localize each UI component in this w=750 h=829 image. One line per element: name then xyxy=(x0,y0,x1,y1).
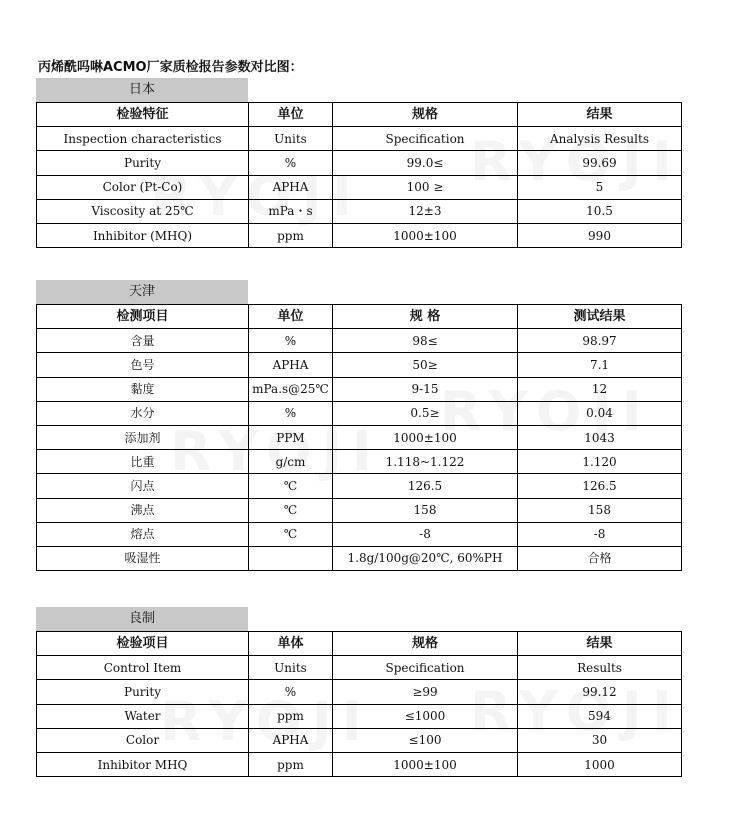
table-cell: 1000±100 xyxy=(333,425,518,449)
table-cell: ≤100 xyxy=(333,728,518,752)
table-header-row xyxy=(37,632,682,656)
table-row xyxy=(37,425,682,449)
table-cell: 0.5≥ xyxy=(333,401,518,425)
header-cell: 检验项目 xyxy=(37,632,249,656)
table-cell: -8 xyxy=(518,522,682,546)
table-cell: 1000±100 xyxy=(333,752,518,776)
table-row xyxy=(37,656,682,680)
table-cell: ℃ xyxy=(249,474,333,498)
table-cell: 126.5 xyxy=(518,474,682,498)
table-cell: 99.69 xyxy=(518,151,682,175)
table-cell: 50≥ xyxy=(333,353,518,377)
table-cell: ≤1000 xyxy=(333,704,518,728)
table-row xyxy=(37,329,682,353)
table-cell: Purity xyxy=(37,680,249,704)
table-cell: 30 xyxy=(518,728,682,752)
table-cell: 水分 xyxy=(37,401,249,425)
header-cell: 测试结果 xyxy=(518,305,682,329)
section-tag: 日本 xyxy=(36,78,248,102)
table-cell: 158 xyxy=(518,498,682,522)
section-tag: 天津 xyxy=(36,280,248,304)
table-cell: 1000 xyxy=(518,752,682,776)
table-cell: Color xyxy=(37,728,249,752)
table-cell: 98.97 xyxy=(518,329,682,353)
table-cell: g/cm xyxy=(249,450,333,474)
table-cell: 594 xyxy=(518,704,682,728)
table-cell: 1.118~1.122 xyxy=(333,450,518,474)
header-cell: 检验特征 xyxy=(37,103,249,127)
table-row xyxy=(37,401,682,425)
table-cell: 含量 xyxy=(37,329,249,353)
table-cell: 1.120 xyxy=(518,450,682,474)
section-tag: 良制 xyxy=(36,607,248,631)
table-cell: 12±3 xyxy=(333,199,518,223)
table-cell: Purity xyxy=(37,151,249,175)
header-cell: 单位 xyxy=(249,305,333,329)
table-row xyxy=(37,752,682,776)
table-cell: 98≤ xyxy=(333,329,518,353)
header-cell: 结果 xyxy=(518,103,682,127)
table-cell: 5 xyxy=(518,175,682,199)
table-cell: Specification xyxy=(333,656,518,680)
table-row xyxy=(37,728,682,752)
table-cell: 1000±100 xyxy=(333,223,518,247)
section-japan xyxy=(36,78,681,248)
table-cell: ℃ xyxy=(249,498,333,522)
header-cell: 规格 xyxy=(333,632,518,656)
table-cell: Units xyxy=(249,127,333,151)
table-cell: APHA xyxy=(249,728,333,752)
table-row xyxy=(37,353,682,377)
table-cell: 熔点 xyxy=(37,522,249,546)
table-cell: Control Item xyxy=(37,656,249,680)
table-cell: PPM xyxy=(249,425,333,449)
table-header-row xyxy=(37,305,682,329)
table-cell: 沸点 xyxy=(37,498,249,522)
table-cell: 0.04 xyxy=(518,401,682,425)
table-cell: 10.5 xyxy=(518,199,682,223)
header-cell: 单体 xyxy=(249,632,333,656)
table-cell: 158 xyxy=(333,498,518,522)
table-cell: % xyxy=(249,329,333,353)
section-liangzhi xyxy=(36,607,681,777)
table-row xyxy=(37,680,682,704)
table-cell: 添加剂 xyxy=(37,425,249,449)
table-header-row xyxy=(37,103,682,127)
spec-table-tianjin xyxy=(36,304,682,571)
table-cell: 合格 xyxy=(518,546,682,570)
table-cell: 100 ≥ xyxy=(333,175,518,199)
table-cell: mPa.s@25℃ xyxy=(249,377,333,401)
table-cell xyxy=(249,546,333,570)
table-cell: % xyxy=(249,151,333,175)
table-cell: 吸湿性 xyxy=(37,546,249,570)
table-row xyxy=(37,522,682,546)
section-tianjin xyxy=(36,280,681,571)
spec-table-liangzhi xyxy=(36,631,682,777)
table-cell: 9-15 xyxy=(333,377,518,401)
table-cell: Results xyxy=(518,656,682,680)
table-cell: Specification xyxy=(333,127,518,151)
table-cell: 1043 xyxy=(518,425,682,449)
table-row xyxy=(37,151,682,175)
table-cell: Inhibitor MHQ xyxy=(37,752,249,776)
table-row xyxy=(37,223,682,247)
table-cell: % xyxy=(249,401,333,425)
table-row xyxy=(37,450,682,474)
table-cell: -8 xyxy=(333,522,518,546)
table-cell: 比重 xyxy=(37,450,249,474)
page-title: 丙烯酰吗啉ACMO厂家质检报告参数对比图： xyxy=(38,60,303,75)
header-cell: 检测项目 xyxy=(37,305,249,329)
table-cell: Units xyxy=(249,656,333,680)
table-row xyxy=(37,377,682,401)
table-cell: APHA xyxy=(249,353,333,377)
table-cell: ≥99 xyxy=(333,680,518,704)
table-cell: Color (Pt-Co) xyxy=(37,175,249,199)
table-row xyxy=(37,127,682,151)
header-cell: 规 格 xyxy=(333,305,518,329)
table-cell: APHA xyxy=(249,175,333,199)
spec-table-japan xyxy=(36,102,682,248)
table-row xyxy=(37,175,682,199)
table-cell: Water xyxy=(37,704,249,728)
table-row xyxy=(37,704,682,728)
table-cell: 黏度 xyxy=(37,377,249,401)
header-cell: 规格 xyxy=(333,103,518,127)
table-cell: 99.0≤ xyxy=(333,151,518,175)
table-cell: ppm xyxy=(249,752,333,776)
table-row xyxy=(37,546,682,570)
table-cell: Inhibitor (MHQ) xyxy=(37,223,249,247)
table-row xyxy=(37,199,682,223)
table-cell: 99.12 xyxy=(518,680,682,704)
table-cell: ppm xyxy=(249,704,333,728)
header-cell: 结果 xyxy=(518,632,682,656)
table-cell: 7.1 xyxy=(518,353,682,377)
table-cell: 12 xyxy=(518,377,682,401)
table-cell: ppm xyxy=(249,223,333,247)
table-row xyxy=(37,474,682,498)
table-row xyxy=(37,498,682,522)
table-cell: % xyxy=(249,680,333,704)
table-cell: Analysis Results xyxy=(518,127,682,151)
table-cell: ℃ xyxy=(249,522,333,546)
table-cell: 990 xyxy=(518,223,682,247)
table-cell: 1.8g/100g@20℃, 60%PH xyxy=(333,546,518,570)
header-cell: 单位 xyxy=(249,103,333,127)
table-cell: 色号 xyxy=(37,353,249,377)
table-cell: 126.5 xyxy=(333,474,518,498)
table-cell: Inspection characteristics xyxy=(37,127,249,151)
table-cell: Viscosity at 25℃ xyxy=(37,199,249,223)
table-cell: 闪点 xyxy=(37,474,249,498)
table-cell: mPa・s xyxy=(249,199,333,223)
